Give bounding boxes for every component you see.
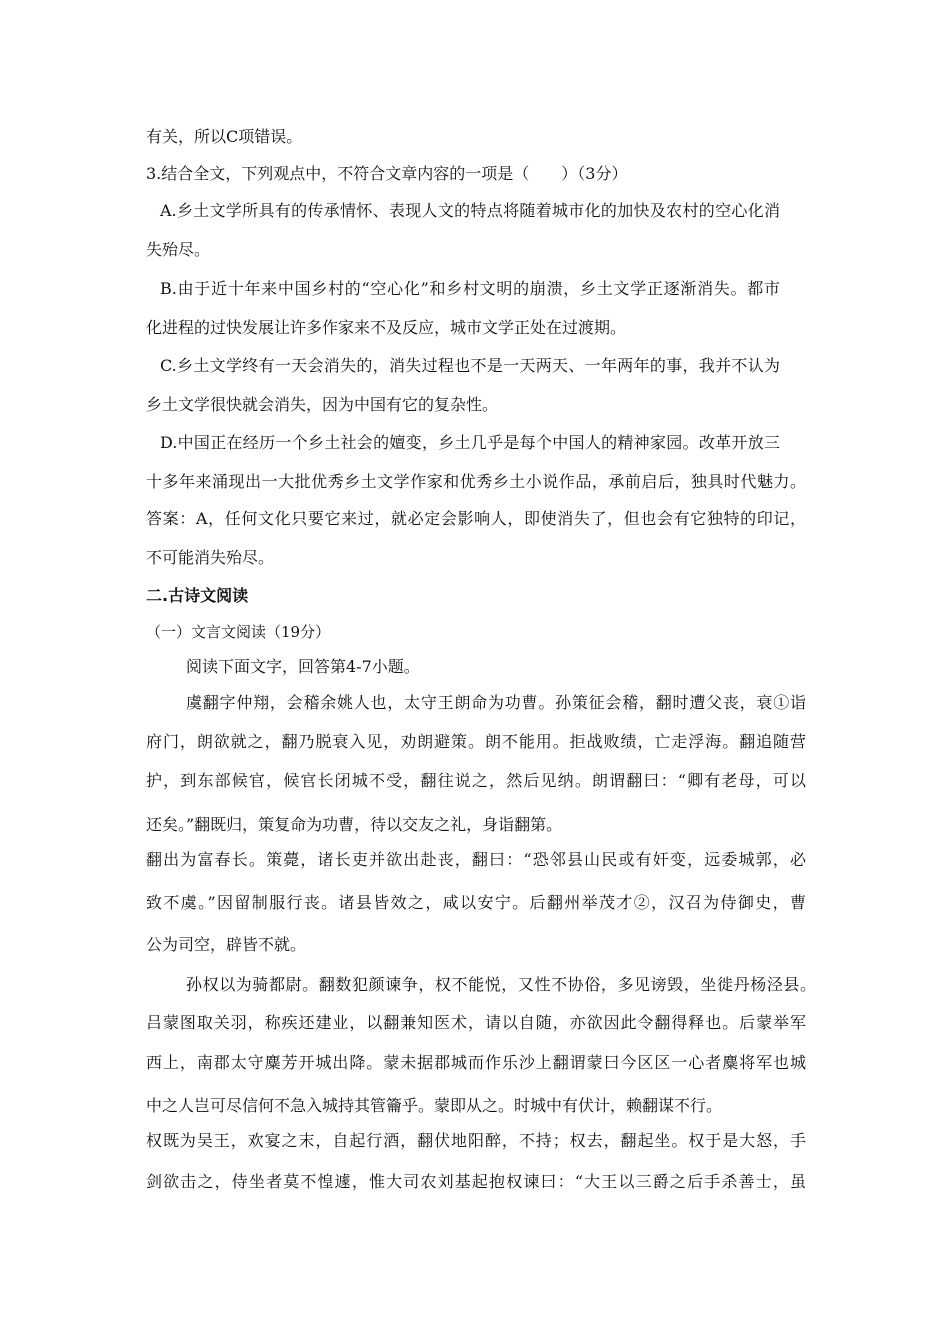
answer-line-1: 答案：A，任何文化只要它来过，就必定会影响人，即使消失了，但也会有它独特的印记， bbox=[146, 509, 806, 528]
passage-line: 翻出为富春长。策薨，诸长吏并欲出赴丧，翻曰：“恐邻县山民或有奸变，远委城郭，必 bbox=[146, 850, 806, 869]
instruction: 阅读下面文字，回答第4-7小题。 bbox=[186, 657, 420, 676]
passage-line: 还矣。”翻既归，策复命为功曹，待以交友之礼，身诣翻第。 bbox=[146, 815, 563, 834]
option-d-line-1: D.中国正在经历一个乡土社会的嬗变，乡土几乎是每个中国人的精神家园。改革开放三 bbox=[160, 433, 780, 452]
passage-line: 权既为吴王，欢宴之末，自起行酒，翻伏地阳醉，不持；权去，翻起坐。权于是大怒，手 bbox=[146, 1131, 806, 1150]
passage-line: 吕蒙图取关羽，称疾还建业，以翻兼知医术，请以自随，亦欲因此令翻得释也。后蒙举军 bbox=[146, 1013, 806, 1032]
option-c-line-2: 乡土文学很快就会消失，因为中国有它的复杂性。 bbox=[146, 395, 499, 414]
passage-line: 孙权以为骑都尉。翻数犯颜谏争，权不能悦，又性不协俗，多见谤毁，坐徙丹杨泾县。 bbox=[186, 975, 816, 994]
option-d-line-2: 十多年来涌现出一大批优秀乡土文学作家和优秀乡土小说作品，承前启后，独具时代魅力。 bbox=[146, 472, 806, 491]
passage-line: 府门，朗欲就之，翻乃脱衰入见，劝朗避策。朗不能用。拒战败绩，亡走浮海。翻追随营 bbox=[146, 732, 806, 751]
passage-line: 剑欲击之，侍坐者莫不惶遽，惟大司农刘基起抱权谏曰：“大王以三爵之后手杀善士，虽 bbox=[146, 1172, 806, 1191]
subsection-heading: （一）文言文阅读（19分） bbox=[146, 623, 331, 641]
passage-line: 中之人岂可尽信何不急入城持其管籥乎。蒙即从之。时城中有伏计，赖翻谋不行。 bbox=[146, 1096, 723, 1115]
passage-line: 护，到东部候官，候官长闭城不受，翻往说之，然后见纳。朗谓翻曰：“卿有老母，可以 bbox=[146, 771, 806, 790]
passage-line: 致不虞。”因留制服行丧。诸县皆效之，咸以安宁。后翻州举茂才②，汉召为侍御史，曹 bbox=[146, 893, 806, 912]
passage-line: 西上，南郡太守麋芳开城出降。蒙未据郡城而作乐沙上翻谓蒙曰今区区一心者麋将军也城 bbox=[146, 1053, 806, 1072]
option-a-line-1: A.乡土文学所具有的传承情怀、表现人文的特点将随着城市化的加快及农村的空心化消 bbox=[160, 201, 780, 220]
passage-line: 公为司空，辟皆不就。 bbox=[146, 935, 307, 954]
answer-line-2: 不可能消失殆尽。 bbox=[146, 548, 275, 567]
text-line: 有关，所以C项错误。 bbox=[146, 127, 303, 146]
question-3: 3.结合全文，下列观点中，不符合文章内容的一项是（ ）（3分） bbox=[146, 164, 628, 183]
option-c-line-1: C.乡土文学终有一天会消失的，消失过程也不是一天两天、一年两年的事，我并不认为 bbox=[160, 356, 780, 375]
option-a-line-2: 失殆尽。 bbox=[146, 240, 211, 259]
passage-line: 虞翻字仲翔，会稽余姚人也，太守王朗命为功曹。孙策征会稽，翻时遭父丧，衰①诣 bbox=[186, 693, 806, 712]
option-b-line-2: 化进程的过快发展让许多作家来不及反应，城市文学正处在过渡期。 bbox=[146, 318, 627, 337]
section-heading: 二.古诗文阅读 bbox=[146, 586, 249, 605]
option-b-line-1: B.由于近十年来中国乡村的“空心化”和乡村文明的崩溃，乡土文学正逐渐消失。都市 bbox=[160, 279, 780, 298]
